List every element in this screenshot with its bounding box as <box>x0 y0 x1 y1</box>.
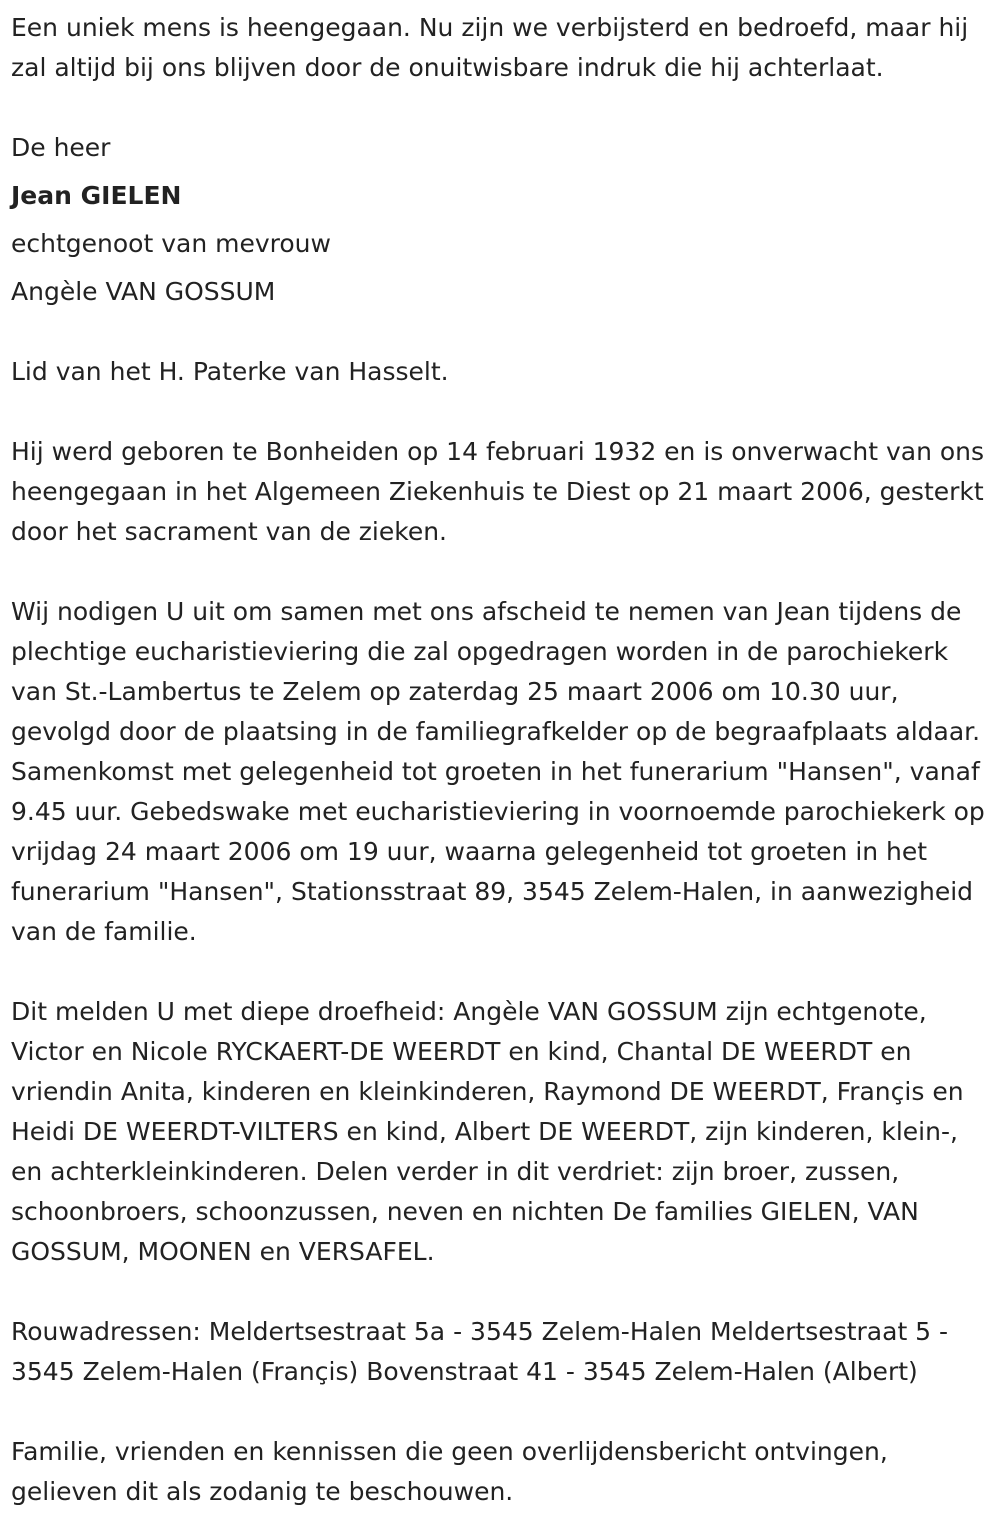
membership-paragraph: Lid van het H. Paterke van Hasselt. <box>11 357 449 386</box>
ceremony-paragraph: Wij nodigen U uit om samen met ons afscheid te nemen van Jean tijdens de plechtige eucharistieviering die zal opgedragen worden in de parochiekerk van St.-Lambertus te Zelem op zaterdag 25 maart 2006 om 10.30 uur, gevolgd door de plaatsing in de familiegrafkelder op de begraafplaats aldaar. Samenkomst met gelegenheid tot groeten in het funerarium "Hansen", vanaf 9.45 uur. Gebedswake met eucharistieviering in voornoemde parochiekerk op vrijdag 24 maart 2006 om 19 uur, waarna gelegenheid tot groeten in het funerarium "Hansen", Stationsstraat 89, 3545 Zelem-Halen, in aanwezigheid van de familie. <box>11 597 985 946</box>
intro-paragraph: Een uniek mens is heengegaan. Nu zijn we verbijsterd en bedroefd, maar hij zal altijd bij ons blijven door de onuitwisbare indruk die hij achterlaat. <box>11 13 969 82</box>
spouse-label: echtgenoot van mevrouw <box>11 229 331 258</box>
family-paragraph: Dit melden U met diepe droefheid: Angèle VAN GOSSUM zijn echtgenote, Victor en Nicole RYCKAERT-DE WEERDT en kind, Chantal DE WEERDT en vriendin Anita, kinderen en kleinkinderen, Raymond DE WEERDT, Françis en Heidi DE WEERDT-VILTERS en kind, Albert DE WEERDT, zijn kinderen, klein-, en achterkleinkinderen. Delen verder in dit verdriet: zijn broer, zussen, schoonbroers, schoonzussen, neven en nichten De families GIELEN, VAN GOSSUM, MOONEN en VERSAFEL. <box>11 997 964 1266</box>
closing-paragraph: Familie, vrienden en kennissen die geen overlijdensbericht ontvingen, gelieven dit als zodanig te beschouwen. <box>11 1437 888 1506</box>
addresses-paragraph: Rouwadressen: Meldertsestraat 5a - 3545 Zelem-Halen Meldertsestraat 5 - 3545 Zelem-Halen (Françis) Bovenstraat 41 - 3545 Zelem-Halen (Albert) <box>11 1317 949 1386</box>
spouse-name: Angèle VAN GOSSUM <box>11 277 276 306</box>
deceased-name: Jean GIELEN <box>11 181 182 210</box>
birth-death-paragraph: Hij werd geboren te Bonheiden op 14 februari 1932 en is onverwacht van ons heengegaan in het Algemeen Ziekenhuis te Diest op 21 maart 2006, gesterkt door het sacrament van de zieken. <box>11 437 985 546</box>
title-line: De heer <box>11 133 111 162</box>
